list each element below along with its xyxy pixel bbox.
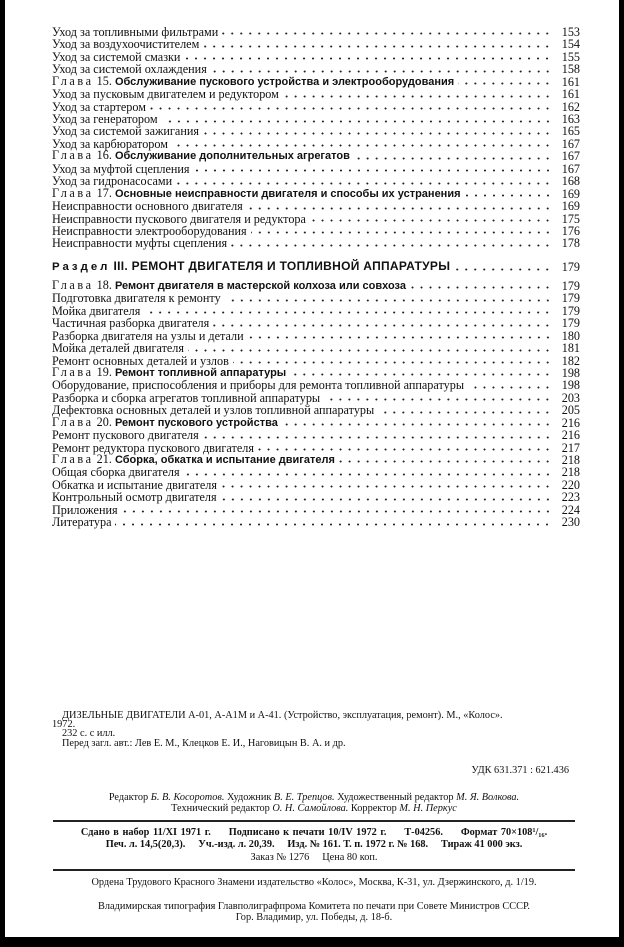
toc-entry-row bbox=[52, 317, 580, 329]
dot-leader bbox=[222, 32, 552, 35]
entry-title: Литература bbox=[52, 515, 112, 530]
page-number: 155 bbox=[561, 49, 580, 64]
chapter-title: Сборка, обкатка и испытание двигателя bbox=[114, 454, 335, 467]
section-title: III. РЕМОНТ ДВИГАТЕЛЯ И ТОПЛИВНОЙ АППАРАТУРЫ bbox=[113, 259, 451, 274]
entry-title: Оборудование, приспособления и приборы для ремонта топливной аппаратуры bbox=[52, 378, 465, 393]
publisher-line: Ордена Трудового Красного Знамени издательство «Колос», Москва, К-31, ул. Дзержинского, д. 1/19. bbox=[91, 877, 537, 888]
dot-leader bbox=[290, 373, 552, 376]
page-number: 176 bbox=[561, 223, 580, 238]
entry-title: Дефектовка основных деталей и узлов топливной аппаратуры bbox=[52, 403, 375, 418]
divider bbox=[53, 869, 575, 871]
dot-leader bbox=[354, 157, 552, 160]
print-info-line-2: Печ. л. 14,5(20,3). Уч.-изд. л. 20,39. Изд. № 161. Т. п. 1972 г. № 168. Тираж 41 000 экз. bbox=[105, 839, 523, 850]
credits-line-1: Редактор Б. В. Косоротов. Художник В. Е. Трепцов. Художественный редактор М. Я. Волкова. bbox=[108, 792, 520, 803]
toc-entry-row bbox=[52, 504, 580, 516]
toc-part-1 bbox=[52, 26, 580, 250]
dot-leader bbox=[184, 473, 552, 476]
dot-leader bbox=[251, 231, 552, 234]
page-number: 220 bbox=[561, 477, 580, 492]
dot-leader bbox=[211, 70, 552, 73]
dot-leader bbox=[339, 460, 552, 463]
catalog-title: ДИЗЕЛЬНЫЕ ДВИГАТЕЛИ А-01, А-А1М и А-41. (Устройство, эксплуатация, ремонт). М., «Колос». bbox=[62, 710, 503, 721]
dot-leader bbox=[176, 182, 552, 185]
chapter-prefix: Глава bbox=[52, 414, 94, 429]
page-number: 180 bbox=[561, 328, 580, 343]
page-number: 154 bbox=[561, 37, 580, 52]
dot-leader bbox=[247, 207, 552, 210]
toc-part-2 bbox=[52, 277, 580, 530]
dot-leader bbox=[225, 299, 552, 302]
chapter-title: Обслуживание дополнительных агрегатов bbox=[114, 150, 350, 163]
chapter-prefix: Глава bbox=[52, 277, 94, 292]
entry-title: Уход за пусковым двигателем и редуктором bbox=[52, 87, 279, 102]
chapter-number: 20. bbox=[96, 414, 112, 429]
page-number: 179 bbox=[561, 260, 580, 275]
page-number: 161 bbox=[561, 74, 580, 89]
toc-entry-row bbox=[52, 379, 580, 391]
page-number: 168 bbox=[561, 174, 580, 189]
entry-title: Ремонт пускового двигателя bbox=[52, 428, 199, 443]
page-number: 224 bbox=[561, 502, 580, 517]
page-number: 179 bbox=[561, 316, 580, 331]
page-number: 167 bbox=[561, 149, 580, 164]
print-info-line-3: Заказ № 1276 Цена 80 коп. bbox=[250, 852, 378, 863]
chapter-prefix: Глава bbox=[52, 148, 94, 163]
dot-leader bbox=[194, 169, 552, 172]
page-number: 158 bbox=[561, 62, 580, 77]
entry-title: Уход за карбюратором bbox=[52, 136, 168, 151]
page-number: 179 bbox=[561, 303, 580, 318]
catalog-pages: 232 с. с илл. bbox=[62, 728, 116, 739]
page-number: 181 bbox=[561, 341, 580, 356]
page-number: 169 bbox=[561, 186, 580, 201]
chapter-number: 15. bbox=[96, 73, 112, 88]
entry-title: Уход за системой охлаждения bbox=[52, 62, 207, 77]
section-prefix: Раздел bbox=[52, 261, 111, 274]
chapter-title: Ремонт пускового устройства bbox=[114, 416, 278, 429]
page-number: 223 bbox=[561, 490, 580, 505]
dot-leader bbox=[465, 194, 552, 197]
catalog-year: 1972. bbox=[52, 719, 76, 730]
entry-title: Уход за генератором bbox=[52, 112, 158, 127]
entry-title: Мойка деталей двигателя bbox=[52, 341, 184, 356]
page-number: 198 bbox=[561, 378, 580, 393]
entry-title: Неисправности электрооборудования bbox=[52, 223, 247, 238]
dot-leader bbox=[221, 498, 552, 501]
dot-leader bbox=[458, 82, 552, 85]
entry-title: Ремонт редуктора пускового двигателя bbox=[52, 440, 254, 455]
dot-leader bbox=[203, 45, 552, 48]
dot-leader bbox=[258, 448, 552, 451]
entry-title: Уход за системой смазки bbox=[52, 49, 181, 64]
page-number: 198 bbox=[561, 365, 580, 380]
page-number: 203 bbox=[561, 390, 580, 405]
entry-title: Разборка и сборка агрегатов топливной аппаратуры bbox=[52, 390, 321, 405]
dot-leader bbox=[115, 523, 552, 526]
credits-line-2: Технический редактор О. Н. Самойлова. Корректор М. Н. Перкус bbox=[171, 803, 457, 814]
dot-leader bbox=[144, 311, 552, 314]
page-number: 217 bbox=[561, 440, 580, 455]
entry-title: Контрольный осмотр двигателя bbox=[52, 490, 217, 505]
entry-title: Уход за муфтой сцепления bbox=[52, 161, 190, 176]
page-number: 163 bbox=[561, 112, 580, 127]
toc-section-heading bbox=[52, 261, 580, 273]
chapter-title: Ремонт двигателя в мастерской колхоза или совхоза bbox=[114, 279, 406, 292]
page-number: 216 bbox=[561, 415, 580, 430]
page-number: 175 bbox=[561, 211, 580, 226]
dot-leader bbox=[454, 268, 552, 271]
dot-leader bbox=[282, 423, 552, 426]
toc-entry-row bbox=[52, 491, 580, 503]
toc-entry-row bbox=[52, 200, 580, 212]
dot-leader bbox=[233, 361, 552, 364]
dot-leader bbox=[283, 95, 552, 98]
page-number: 169 bbox=[561, 199, 580, 214]
dot-leader bbox=[184, 57, 552, 60]
entry-title: Обкатка и испытание двигателя bbox=[52, 477, 217, 492]
page-number: 218 bbox=[561, 453, 580, 468]
udk-code: УДК 631.371 : 621.436 bbox=[471, 765, 569, 776]
dot-leader bbox=[162, 120, 552, 123]
dot-leader bbox=[172, 144, 552, 147]
page-number: 205 bbox=[561, 403, 580, 418]
toc-entry-row bbox=[52, 38, 580, 50]
entry-title: Уход за стартером bbox=[52, 99, 146, 114]
chapter-number: 21. bbox=[96, 452, 112, 467]
chapter-number: 17. bbox=[96, 185, 112, 200]
chapter-title: Основные неисправности двигателя и способы их устранения bbox=[114, 187, 461, 200]
page-number: 167 bbox=[561, 161, 580, 176]
catalog-authors: Перед загл. авт.: Лев Е. М., Клецков Е. И., Наговицын В. А. и др. bbox=[62, 738, 346, 749]
entry-title: Неисправности муфты сцепления bbox=[52, 236, 228, 251]
print-info-line-1: Сдано в набор 11/XI 1971 г. Подписано к печати 10/IV 1972 г. Т-04256. Формат 70×108¹/₁₆. bbox=[80, 827, 548, 838]
entry-title: Ремонт основных деталей и узлов bbox=[52, 353, 229, 368]
dot-leader bbox=[324, 398, 552, 401]
toc-entry-row bbox=[52, 237, 580, 249]
entry-title: Разборка двигателя на узлы и детали bbox=[52, 328, 244, 343]
entry-title: Уход за топливными фильтрами bbox=[52, 24, 219, 39]
chapter-prefix: Глава bbox=[52, 73, 94, 88]
page-number: 153 bbox=[561, 24, 580, 39]
toc-entry-row bbox=[52, 292, 580, 304]
toc-entry-row bbox=[52, 429, 580, 441]
dot-leader bbox=[248, 336, 552, 339]
chapter-number: 19. bbox=[96, 364, 112, 379]
page-number: 218 bbox=[561, 465, 580, 480]
dot-leader bbox=[468, 386, 552, 389]
entry-title: Приложения bbox=[52, 502, 118, 517]
page-number: 178 bbox=[561, 236, 580, 251]
dot-leader bbox=[150, 107, 552, 110]
dot-leader bbox=[122, 510, 552, 513]
dot-leader bbox=[213, 324, 552, 327]
dot-leader bbox=[231, 244, 552, 247]
entry-title: Уход за системой зажигания bbox=[52, 124, 199, 139]
chapter-number: 16. bbox=[96, 148, 112, 163]
chapter-prefix: Глава bbox=[52, 452, 94, 467]
entry-title: Подготовка двигателя к ремонту bbox=[52, 291, 221, 306]
dot-leader bbox=[310, 219, 552, 222]
page-number: 165 bbox=[561, 124, 580, 139]
book-page bbox=[5, 0, 619, 937]
dot-leader bbox=[378, 411, 552, 414]
entry-title: Общая сборка двигателя bbox=[52, 465, 180, 480]
divider bbox=[53, 820, 575, 822]
page-number: 179 bbox=[561, 278, 580, 293]
entry-title: Уход за воздухоочистителем bbox=[52, 37, 200, 52]
page-number: 161 bbox=[561, 87, 580, 102]
dot-leader bbox=[410, 286, 552, 289]
chapter-prefix: Глава bbox=[52, 185, 94, 200]
entry-title: Частичная разборка двигателя bbox=[52, 316, 210, 331]
printer-line-2: Гор. Владимир, ул. Победы, д. 18-б. bbox=[235, 912, 393, 923]
table-of-contents bbox=[52, 26, 580, 529]
toc-entry-row bbox=[52, 342, 580, 354]
entry-title: Уход за гидронасосами bbox=[52, 174, 173, 189]
chapter-prefix: Глава bbox=[52, 364, 94, 379]
dot-leader bbox=[203, 132, 552, 135]
toc-entry-row bbox=[52, 88, 580, 100]
entry-title: Неисправности основного двигателя bbox=[52, 199, 243, 214]
page-number: 162 bbox=[561, 99, 580, 114]
chapter-title: Ремонт топливной аппаратуры bbox=[114, 366, 287, 379]
page-number: 179 bbox=[561, 291, 580, 306]
page-number: 230 bbox=[561, 515, 580, 530]
dot-leader bbox=[203, 436, 552, 439]
page-number: 182 bbox=[561, 353, 580, 368]
page-number: 167 bbox=[561, 136, 580, 151]
page-number: 216 bbox=[561, 428, 580, 443]
printer-line-1: Владимирская типография Главполиграфпрома Комитета по печати при Совете Министров СССР. bbox=[98, 901, 530, 912]
chapter-title: Обслуживание пускового устройства и электрооборудования bbox=[114, 75, 455, 88]
toc-chapter-row bbox=[52, 150, 580, 162]
entry-title: Мойка двигателя bbox=[52, 303, 141, 318]
dot-leader bbox=[221, 485, 552, 488]
chapter-number: 18. bbox=[96, 277, 112, 292]
entry-title: Неисправности пускового двигателя и редуктора bbox=[52, 211, 306, 226]
dot-leader bbox=[188, 349, 552, 352]
toc-entry-row bbox=[52, 516, 580, 528]
